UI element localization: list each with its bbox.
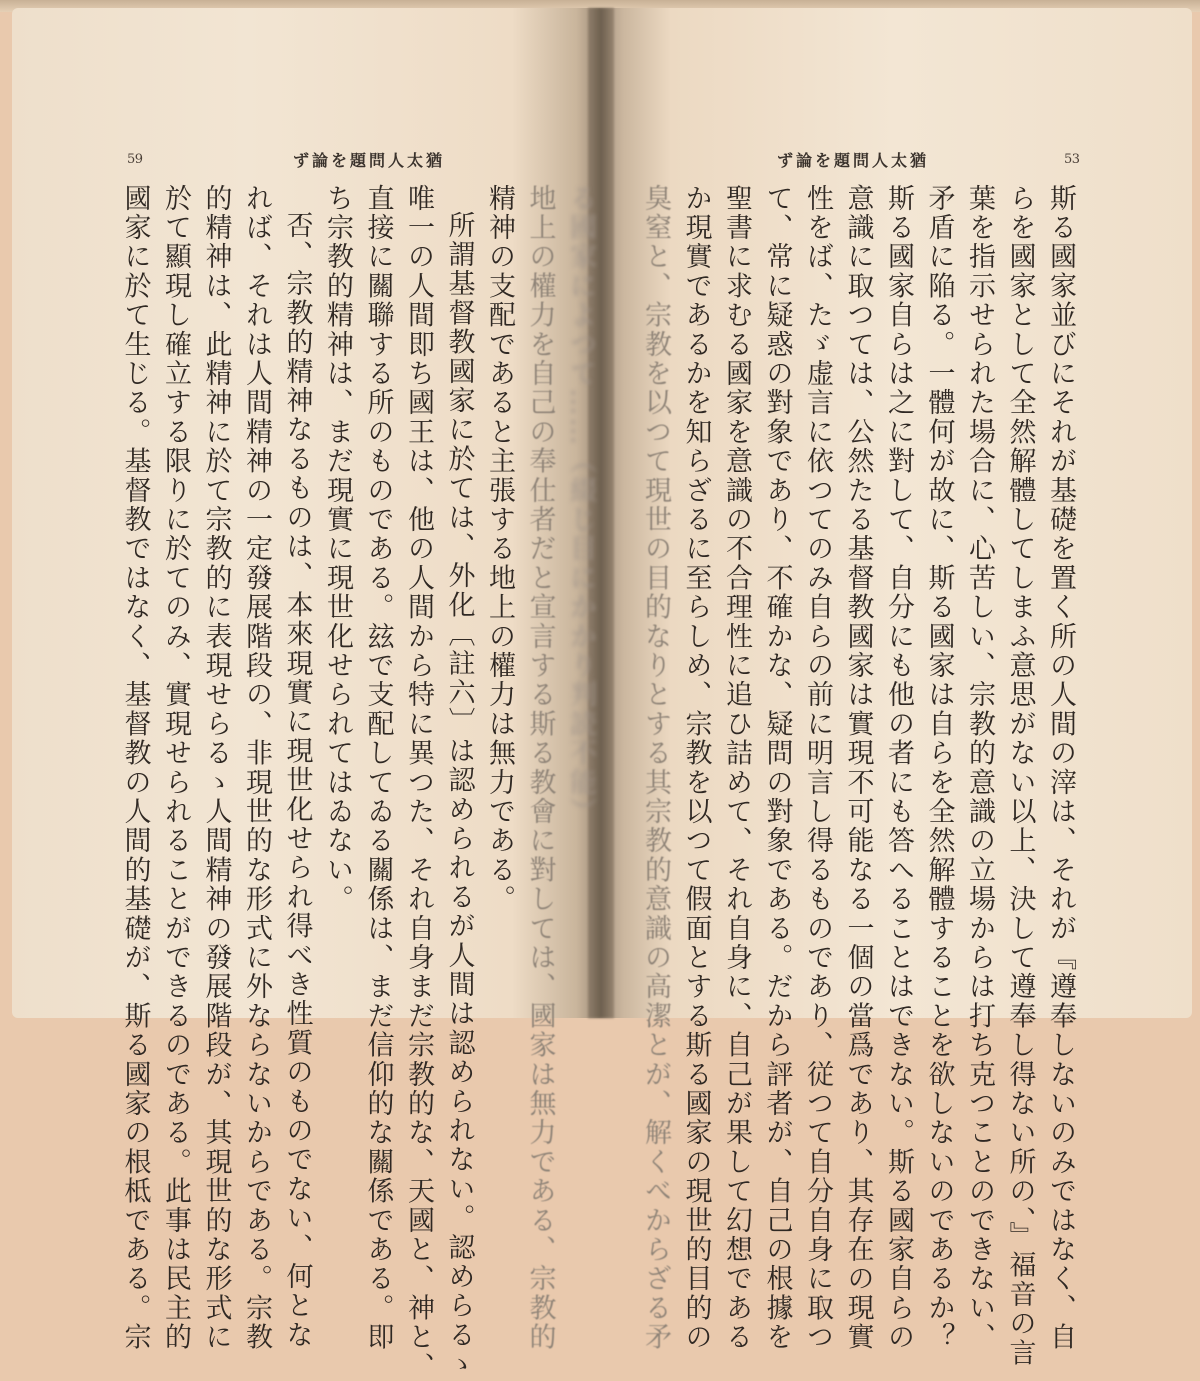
text-column: る國家によつて……（綴じ目にかかり判読不能） [565, 184, 596, 827]
left-page-body [90, 184, 600, 1381]
text-column: 性をば、たゞ虚言に依つてのみ自らの前に明言し得るものであり、従つて自分自身に取つ [802, 184, 833, 1352]
text-column: 斯る國家並びにそれが基礎を置く所の人間の滓は、それが『遵奉しないのみではなく、自 [1045, 184, 1076, 1352]
text-column: て、常に疑惑の對象であり、不確かな、疑問の對象である。だから評者が、自己の根據を [761, 184, 793, 1352]
text-column: 臭窒と、宗教を以つて現世の目的なりとする其宗教的意識の高潔とが、解くべからざる矛 [640, 184, 671, 1352]
text-column: 於て顯現し確立する限りに於てのみ、實現せられることができるのである。此事は民主的 [160, 184, 191, 1352]
text-column: 唯一の人間即ち國王は、他の人間から特に異つた、それ自身まだ宗教的な、天國と、神と、 [403, 184, 434, 1381]
text-column: か現實であるかを知らざるに至らしめ、宗教を以つて假面とする斯る國家の現世的目的の [680, 184, 712, 1352]
text-column: 葉を指示せられた場合に、心苦しい、宗教的意識の立場からは打ち克つことのできない、 [964, 184, 995, 1352]
text-column: らを國家として全然解體してしまふ意思がない以上、決して遵奉し得ない所の、』福音の言 [1004, 184, 1036, 1368]
right-page-body [610, 184, 1080, 1368]
text-column: 直接に關聯する所のものである。玆で支配してゐる關係は、まだ信仰的な關係である。即 [362, 184, 394, 1352]
text-column: 所謂基督教國家に於ては、外化〔註六〕は認められるが人間は認められない。認めらるゝ [443, 211, 475, 1379]
text-column: 意識に取つては、公然たる基督教國家は實現不可能なる一個の當爲であり、其存在の現實 [842, 184, 874, 1352]
text-column: 斯る國家自らは之に對して、自分にも他の者にも答へることはできない。斯る國家自らの [883, 184, 914, 1352]
text-column: 精神の支配であると主張する地上の權力は無力である。 [484, 184, 515, 914]
left-running-head: ず論を題問人太猶 [293, 151, 446, 170]
right-page-number: 53 [1064, 152, 1080, 167]
text-column: 矛盾に陥る。一體何が故に、斯る國家は自らを全然解體することを欲しないのであるか？ [923, 184, 955, 1352]
text-column: 國家に於て生じる。基督教ではなく、基督教の人間的基礎が、斯る國家の根柢である。宗 [119, 184, 151, 1352]
text-column: 的精神は、此精神に於て宗教的に表現せらるゝ人間精神の發展階段が、其現世的な形式に [200, 184, 232, 1352]
left-page-number: 59 [127, 152, 143, 167]
text-column: 否、宗教的精神なるものは、本來現實に現世化せられ得べき性質のものでない、何とな [281, 211, 313, 1350]
text-column: れば、それは人間精神の一定發展階段の、非現世的な形式に外ならないからである。宗教 [241, 184, 272, 1352]
text-column: 地上の權力を自己の奉仕者だと宣言する斯る教會に對しては、國家は無力である、宗教的 [524, 184, 556, 1352]
text-column: ち宗教的精神は、まだ現實に現世化せられてはゐない。 [322, 184, 353, 914]
text-column: 聖書に求むる國家を意識の不合理性に追ひ詰めて、それ自身に、自己が果して幻想である [721, 184, 752, 1353]
right-running-head: ず論を題問人太猶 [777, 151, 930, 170]
